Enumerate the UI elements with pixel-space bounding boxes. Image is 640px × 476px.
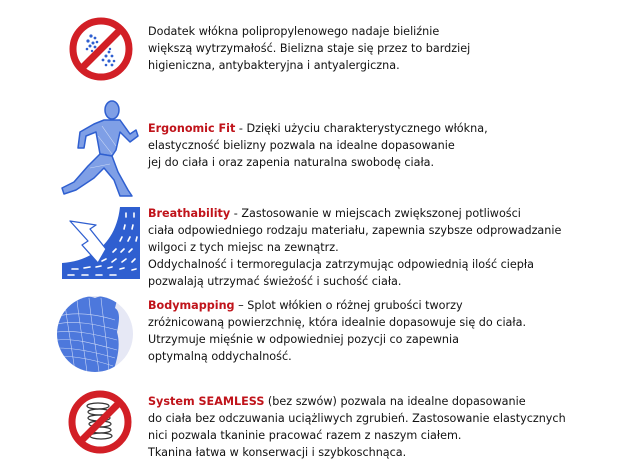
feature-line: higieniczna, antybakteryjna i antyalergiczna. (148, 59, 400, 72)
feature-line: elastyczność bielizny pozwala na idealne dopasowanie (148, 139, 455, 152)
bodymapping-mesh-icon (55, 292, 139, 376)
feature-line: do ciała bez odczuwania uciążliwych zgrubień. Zastosowanie elastycznych (148, 412, 566, 425)
feature-line: Tkanina łatwa w konserwacji i szybkoschnąca. (148, 446, 407, 459)
feature-line: jej do ciała i oraz zapenia naturalna swobodę ciała. (148, 156, 435, 169)
feature-title: Ergonomic Fit (148, 122, 236, 135)
feature-antibacterial-text (148, 23, 470, 74)
feature-line: większą wytrzymałość. Bielizna staje się przez to bardziej (148, 42, 471, 55)
feature-line: Oddychalność i termoregulacja zatrzymując odpowiednią ilość ciepła (148, 258, 534, 271)
feature-line: optymalną oddychalność. (148, 350, 292, 363)
feature-seamless-text (148, 393, 566, 461)
no-bacteria-icon (68, 16, 134, 82)
breathability-arrow-icon (62, 207, 140, 279)
feature-breathability-text (148, 205, 561, 290)
feature-line: (bez szwów) pozwala na idealne dopasowanie (264, 395, 526, 408)
feature-line: zróżnicowaną powierzchnię, która idealnie dopasowuje się do ciała. (148, 316, 527, 329)
feature-title: Breathability (148, 207, 231, 220)
feature-line: ciała odpowiedniego rodzaju materiału, zapewnia szybsze odprowadzanie (148, 224, 562, 237)
feature-ergonomic-fit-text (148, 120, 488, 171)
feature-title: System SEAMLESS (148, 395, 265, 408)
feature-line: - Zastosowanie w miejscach zwiększonej potliwości (230, 207, 521, 220)
no-seams-spring-icon (66, 388, 134, 456)
running-man-icon (60, 96, 140, 200)
feature-line: – Splot włókien o różnej grubości tworzy (234, 299, 463, 312)
feature-line: Dodatek włókna polipropylenowego nadaje bieliźnie (148, 25, 440, 38)
feature-line: pozwalają utrzymać świeżość i suchość ciała. (148, 275, 402, 288)
feature-line: - Dzięki użyciu charakterystycznego włókna, (235, 122, 488, 135)
feature-title: Bodymapping (148, 299, 235, 312)
feature-bodymapping-text (148, 297, 526, 365)
feature-line: Utrzymuje mięśnie w odpowiedniej pozycji co zapewnia (148, 333, 459, 346)
feature-line: wilgoci z tych miejsc na zewnątrz. (148, 241, 339, 254)
feature-line: nici pozwala tkaninie pracować razem z naszym ciałem. (148, 429, 462, 442)
